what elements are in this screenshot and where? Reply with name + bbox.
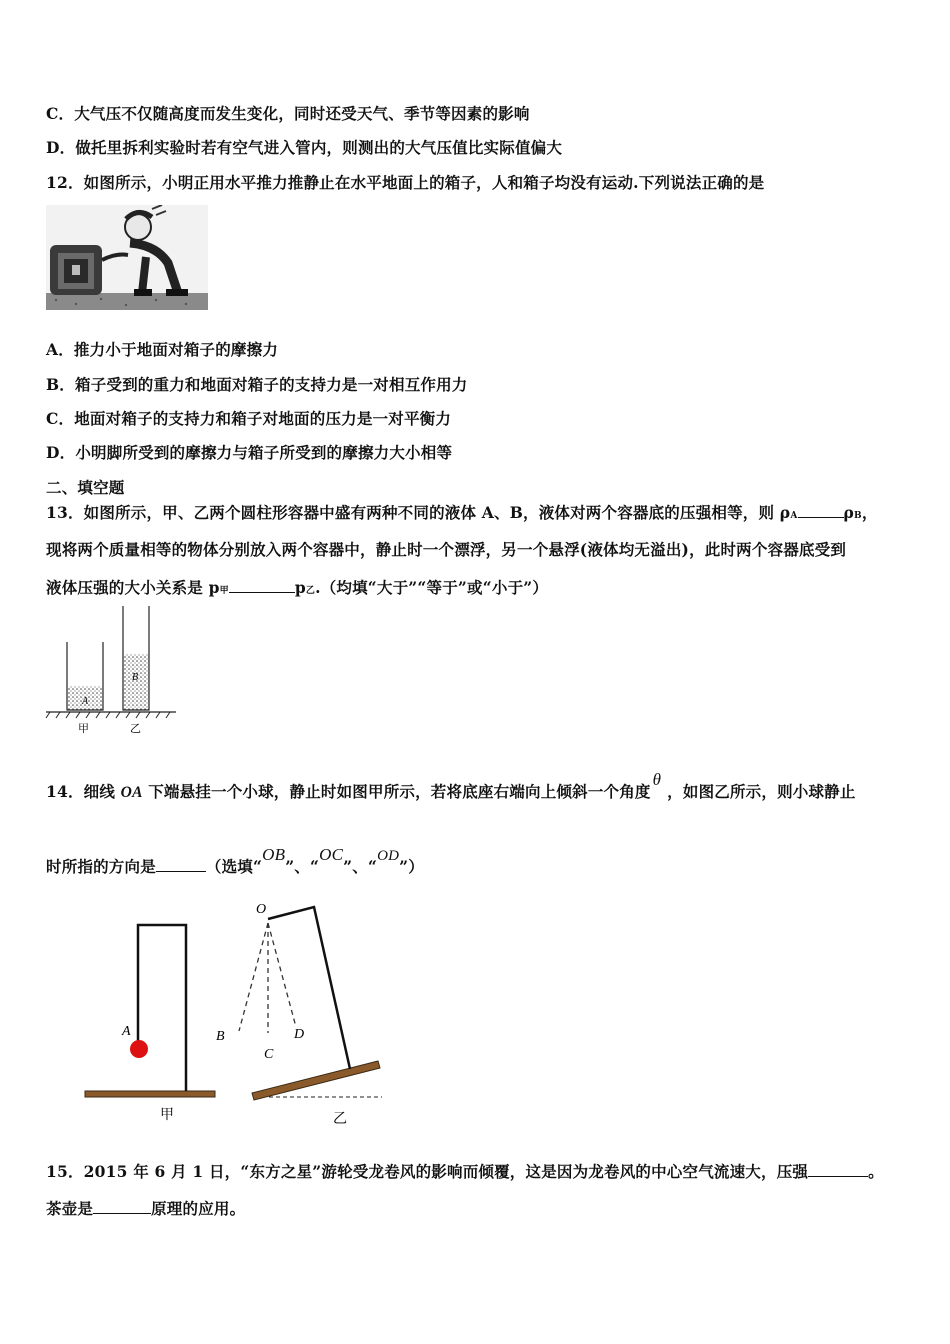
q13-sub-jia: 甲 (219, 586, 229, 596)
q13-line1-end: ， (861, 503, 878, 522)
q13-blank-2[interactable] (229, 578, 295, 593)
q13-sub-b: B (854, 511, 862, 521)
q13-line1-text: 13．如图所示，甲、乙两个圆柱形容器中盛有两种不同的液体 A、B，液体对两个容器底的压强相等，则 ρ (46, 503, 791, 522)
q14-sep1: ”、“ (285, 857, 320, 876)
q13-line2: 现将两个质量相等的物体分别放入两个容器中，静止时一个漂浮，另一个悬浮(液体均无溢出)，此时两个容器底受到 (46, 540, 847, 559)
q13-blank-1[interactable] (798, 503, 844, 518)
q12-stem: 12．如图所示，小明正用水平推力推静止在水平地面上的箱子，人和箱子均没有运动.下列说法正确的是 (46, 173, 765, 192)
q14-line2-text-b: （选填“ (205, 857, 263, 876)
label-yi: 乙 (333, 1111, 347, 1127)
q14-od: OD (377, 848, 400, 864)
q14-oc: OC (319, 845, 344, 864)
label-a: A (82, 696, 89, 707)
stand-yi (268, 907, 350, 1069)
label-b: B (216, 1029, 225, 1044)
q11-option-d: D．做托里拆利实验时若有空气进入管内，则测出的大气压值比实际值偏大 (46, 138, 563, 157)
q14-oa: OA (120, 784, 143, 801)
q14-theta: θ (652, 770, 662, 789)
line-ob (239, 923, 268, 1031)
q14-line2-text-a: 时所指的方向是 (46, 857, 156, 876)
q13-containers-figure (44, 604, 176, 736)
q12-option-a: A．推力小于地面对箱子的摩擦力 (46, 340, 279, 359)
label-d: D (294, 1027, 305, 1042)
section-heading: 二、填空题 (46, 478, 125, 497)
q15-line2-text-b: 原理的应用。 (151, 1199, 246, 1218)
q12-option-b: B．箱子受到的重力和地面对箱子的支持力是一对相互作用力 (46, 375, 468, 394)
q14-line1-text-c: ，如图乙所示，则小球静止 (667, 782, 856, 801)
label-jia: 甲 (160, 1107, 174, 1123)
line-od (268, 923, 296, 1027)
ball-a (130, 1040, 148, 1058)
q14-pendulum-figure (80, 893, 390, 1133)
q15-blank-1[interactable] (808, 1162, 868, 1177)
q13-line3-end: .（均填“大于”“等于”或“小于”） (315, 578, 549, 597)
ground-hatching (46, 712, 170, 718)
stand-jia (138, 925, 186, 1091)
q13-sub-yi: 乙 (305, 586, 316, 596)
q15-line1 (46, 1160, 884, 1182)
q14-line2-end: ”） (399, 857, 424, 876)
q14-blank[interactable] (156, 857, 206, 872)
q13-line3-text: 液体压强的大小关系是 p (46, 578, 220, 597)
q15-blank-2[interactable] (93, 1199, 151, 1214)
q12-push-box-illustration (46, 205, 208, 310)
q14-line1 (46, 770, 856, 802)
label-jia: 甲 (78, 722, 89, 735)
q13-p-yi: p (294, 578, 306, 597)
q14-line1-text-b: 下端悬挂一个小球，静止时如图甲所示，若将底座右端向上倾斜一个角度 (142, 782, 651, 801)
q15-line2 (46, 1197, 245, 1219)
q13-line3 (46, 576, 548, 598)
q12-option-d: D．小明脚所受到的摩擦力与箱子所受到的摩擦力大小相等 (46, 443, 453, 462)
q14-line1-text-a: 14．细线 (46, 782, 121, 801)
q13-rho-b: ρ (843, 503, 855, 522)
q13-line1 (46, 501, 878, 523)
q15-line2-text-a: 茶壶是 (46, 1199, 94, 1218)
q12-option-c: C．地面对箱子的支持力和箱子对地面的压力是一对平衡力 (46, 409, 452, 428)
label-yi: 乙 (130, 722, 141, 735)
q14-sep2: ”、“ (343, 857, 378, 876)
label-o: O (256, 902, 267, 917)
label-b: B (132, 672, 139, 683)
q15-line1-text: 15．2015 年 6 月 1 日，“东方之星”游轮受龙卷风的影响而倾覆，这是因为龙卷风的中心空气流速大，压强 (46, 1162, 809, 1181)
q15-line1-end: 。 (868, 1162, 884, 1181)
q11-option-c: C．大气压不仅随高度而发生变化，同时还受天气、季节等因素的影响 (46, 104, 530, 123)
base-jia (85, 1091, 215, 1097)
q14-line2 (46, 845, 424, 877)
label-c: C (264, 1047, 274, 1062)
base-yi (252, 1061, 380, 1100)
label-a: A (122, 1024, 131, 1039)
q14-ob: OB (262, 845, 286, 864)
q13-sub-a: A (790, 511, 798, 521)
